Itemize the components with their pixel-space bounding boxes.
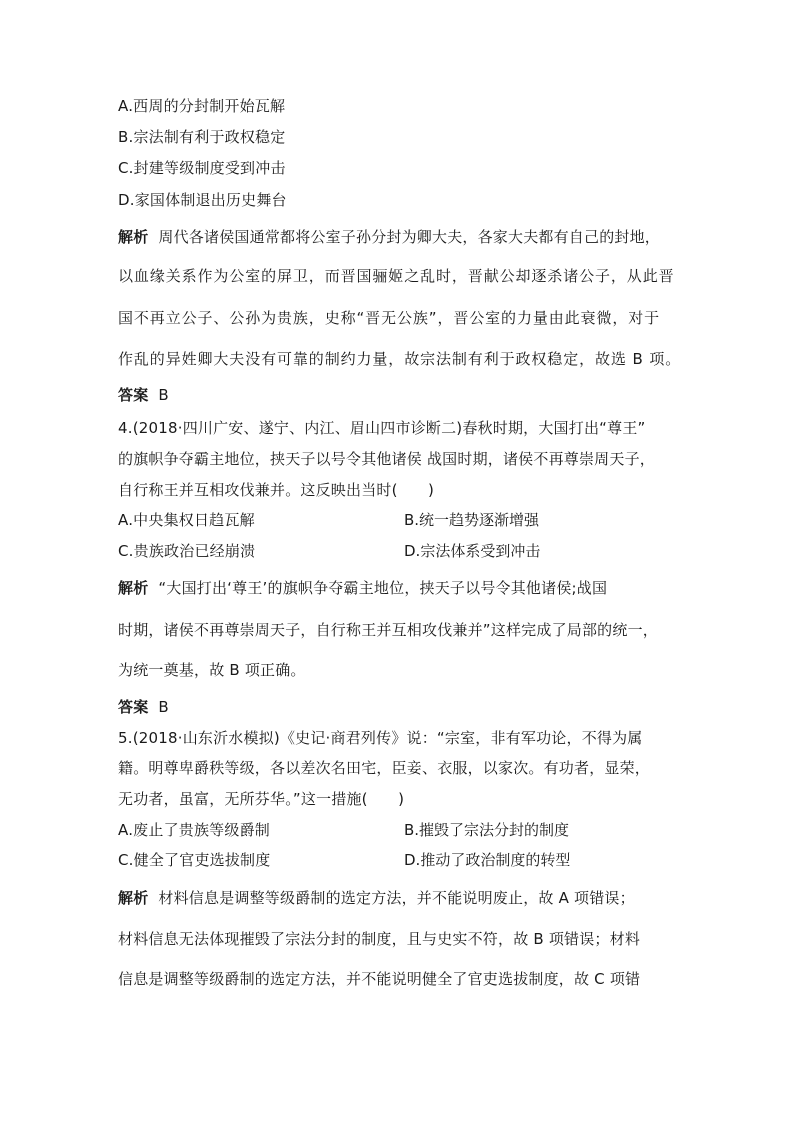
q4-answer-label: 答案 [118,698,149,716]
q4-option-c: C.贵族政治已经崩溃 [118,542,256,560]
q4-stem-line-1: 4.(2018·四川广安、遂宁、内江、眉山四市诊断二)春秋时期，大国打出“尊王” [118,419,646,437]
q3-answer-line [118,385,169,405]
q5-stem-line-3: 无功者，虽富，无所芬华。”这一措施( ) [118,790,405,808]
q3-analysis-line-4: 作乱的异姓卿大夫没有可靠的制约力量，故宗法制有利于政权稳定，故选 B 项。 [118,350,682,368]
q5-option-c: C.健全了官吏选拔制度 [118,851,271,869]
q4-analysis-line-3: 为统一奠基，故 B 项正确。 [118,661,306,679]
q4-option-b: B.统一趋势逐渐增强 [404,511,540,529]
q4-stem-line-2: 的旗帜争夺霸主地位，挟天子以号令其他诸侯 战国时期，诸侯不再尊崇周天子， [118,450,655,468]
q5-stem-line-1: 5.(2018·山东沂水模拟)《史记·商君列传》说：“宗室，非有军功论，不得为属 [118,729,643,747]
q4-stem-line-3: 自行称王并互相攻伐兼并。这反映出当时( ) [118,481,435,499]
q4-option-a: A.中央集权日趋瓦解 [118,511,255,529]
q5-analysis-line-3: 信息是调整等级爵制的选定方法，并不能说明健全了官吏选拔制度，故 C 项错 [118,970,641,988]
q4-analysis-line-1 [118,578,607,598]
q4-analysis-text-1: “大国打出‘尊王’的旗帜争夺霸主地位，挟天子以号令其他诸侯;战国 [158,579,608,597]
q3-analysis-line-3: 国不再立公子、公孙为贵族，史称“晋无公族”，晋公室的力量由此衰微，对于 [118,309,661,327]
q3-answer-label: 答案 [118,386,149,404]
q4-analysis-label: 解析 [118,579,149,597]
q3-analysis-text-1: 周代各诸侯国通常都将公室子孙分封为卿大夫，各家大夫都有自己的封地， [158,228,661,246]
q5-option-d: D.推动了政治制度的转型 [404,851,571,869]
q5-analysis-label: 解析 [118,889,149,907]
q5-option-b: B.摧毁了宗法分封的制度 [404,821,570,839]
q3-option-c: C.封建等级制度受到冲击 [118,159,286,177]
q3-answer-value: B [158,386,169,404]
q5-analysis-line-1 [118,888,635,908]
q4-option-d: D.宗法体系受到冲击 [404,542,541,560]
q4-answer-value: B [158,698,169,716]
q4-answer-line [118,697,169,717]
q3-analysis-line-2: 以血缘关系作为公室的屏卫，而晋国骊姬之乱时，晋献公却逐杀诸公子，从此晋 [118,267,675,285]
q4-analysis-line-2: 时期，诸侯不再尊崇周天子，自行称王并互相攻伐兼并”这样完成了局部的统一， [118,621,658,639]
q3-analysis-label: 解析 [118,228,149,246]
q3-analysis-line-1 [118,227,660,247]
q5-option-a: A.废止了贵族等级爵制 [118,821,270,839]
q3-option-a: A.西周的分封制开始瓦解 [118,97,286,115]
q3-option-b: B.宗法制有利于政权稳定 [118,128,286,146]
q5-analysis-line-2: 材料信息无法体现摧毁了宗法分封的制度，且与史实不符，故 B 项错误；材料 [118,930,641,948]
q3-option-d: D.家国体制退出历史舞台 [118,191,287,209]
q5-analysis-text-1: 材料信息是调整等级爵制的选定方法，并不能说明废止，故 A 项错误； [158,889,635,907]
q5-stem-line-2: 籍。明尊卑爵秩等级，各以差次名田宅，臣妾、衣服，以家次。有功者，显荣， [118,759,651,777]
